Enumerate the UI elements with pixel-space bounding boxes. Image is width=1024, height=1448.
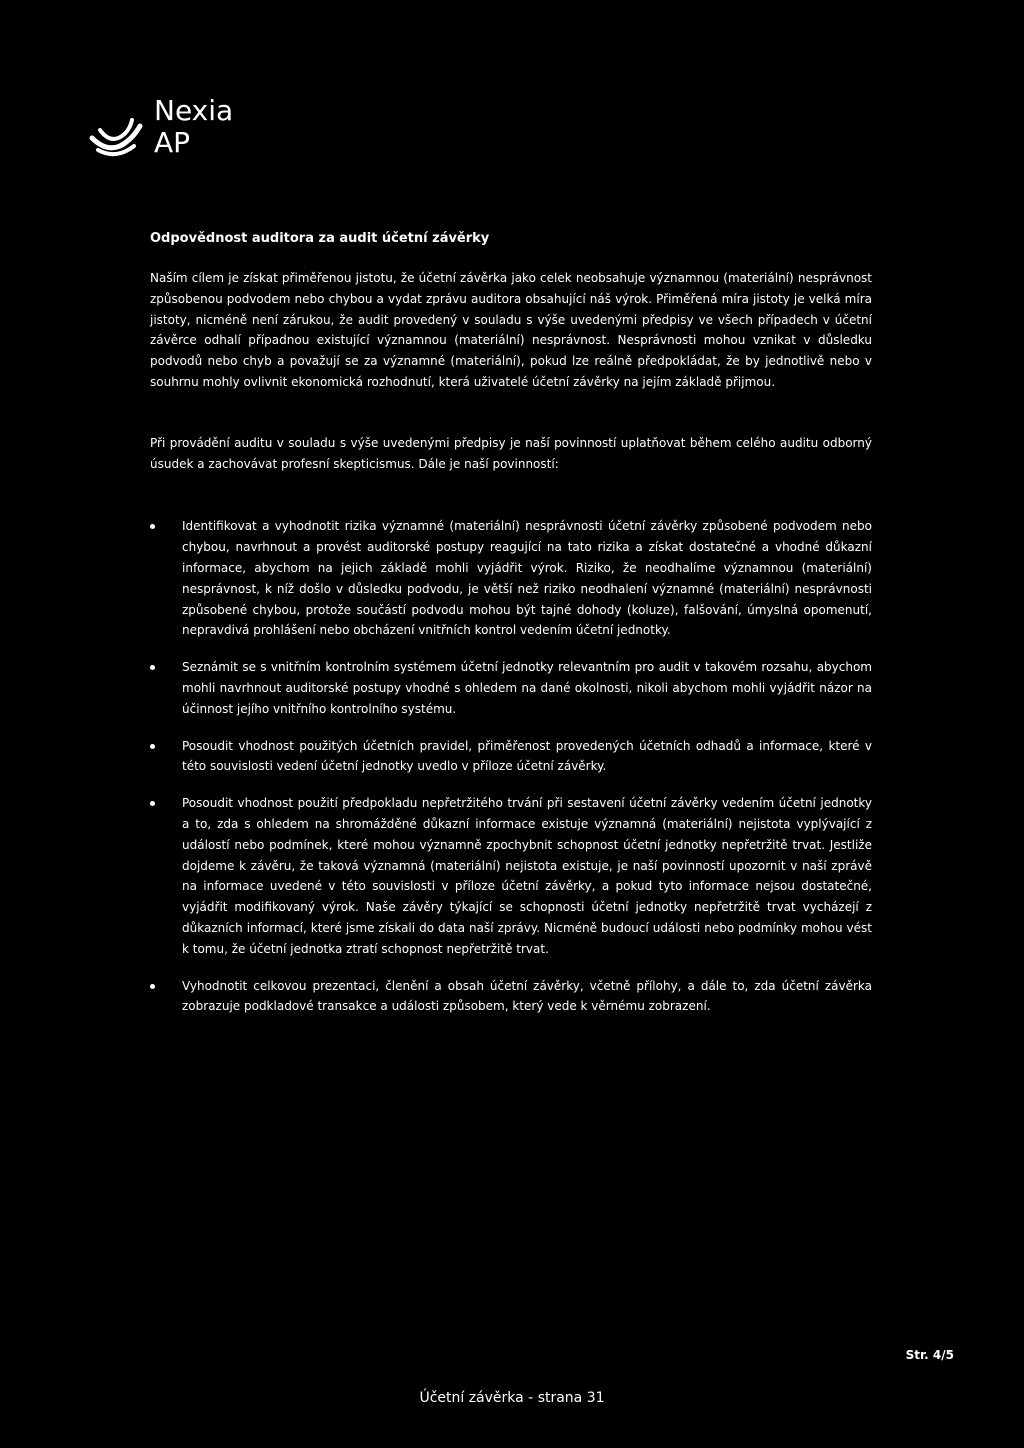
section-heading: Odpovědnost auditora za audit účetní závěrky xyxy=(150,231,490,246)
bullet-icon xyxy=(150,984,155,989)
nexia-swirl-icon xyxy=(88,116,152,160)
page-number: Str. 4/5 xyxy=(905,1348,954,1362)
bullet-icon xyxy=(150,665,155,670)
page-footer: Účetní závěrka - strana 31 xyxy=(419,1390,605,1406)
bullet-icon xyxy=(150,524,155,529)
bullet-icon xyxy=(150,744,155,749)
list-item xyxy=(150,793,872,959)
list-item-text: Vyhodnotit celkovou prezentaci, členění a obsah účetní závěrky, včetně přílohy, a dále to, zda účetní závěrka zobrazuje podkladové transakce a události způsobem, který vede k věrnému zobrazení. xyxy=(182,978,872,1014)
company-logo xyxy=(88,96,268,166)
list-item-text: Posoudit vhodnost použitých účetních pravidel, přiměřenost provedených účetních odhadů a informace, které v této souvislosti vedení účetní jednotky uvedlo v příloze účetní závěrky. xyxy=(182,738,872,774)
paragraph-objective: Naším cílem je získat přiměřenou jistotu, že účetní závěrka jako celek neobsahuje významnou (materiální) nesprávnost způsobenou podvodem nebo chybou a vydat zprávu auditora obsahující náš výrok. Přiměřená míra jistoty je velká míra jistoty, nicméně není zárukou, že audit provedený v souladu s výše uvedenými předpisy ve všech případech v účetní závěrce odhalí případnou existující významnou (materiální) nesprávnost. Nesprávnosti mohou vznikat v důsledku podvodů nebo chyb a považují se za významné (materiální), pokud lze reálně předpokládat, že by jednotlivě nebo v souhrnu mohly ovlivnit ekonomická rozhodnutí, která uživatelé účetní závěrky na jejím základě přijmou. xyxy=(150,271,872,389)
list-item xyxy=(150,516,872,641)
list-item xyxy=(150,657,872,719)
list-item-text: Posoudit vhodnost použití předpokladu nepřetržitého trvání při sestavení účetní závěrky vedením účetní jednotky a to, zda s ohledem na shromážděné důkazní informace existuje významná (materiální) nejistota vyplývající z událostí nebo podmínek, které mohou významně zpochybnit schopnost účetní jednotky nepřetržitě trvat. Jestliže dojdeme k závěru, že taková významná (materiální) nejistota existuje, je naší povinností upozornit v naší zprávě na informace uvedené v této souvislosti v příloze účetní závěrky, a pokud tyto informace nejsou dostatečné, vyjádřit modifikovaný výrok. Naše závěry týkající se schopnosti účetní jednotky nepřetržitě trvat vycházejí z důkazních informací, které jsme získali do data naší zprávy. Nicméně budoucí události nebo podmínky mohou vést k tomu, že účetní jednotka ztratí schopnost nepřetržitě trvat. xyxy=(182,796,872,956)
list-item-text: Identifikovat a vyhodnotit rizika významné (materiální) nesprávnosti účetní závěrky způsobené podvodem nebo chybou, navrhnout a provést auditorské postupy reagující na tato rizika a získat dostatečné a vhodné důkazní informace, abychom na jejich základě mohli vyjádřit výrok. Riziko, že neodhalíme významnou (materiální) nesprávnost, k níž došlo v důsledku podvodu, je větší než riziko neodhalení významné (materiální) nesprávnosti způsobené chybou, protože součástí podvodu mohou být tajné dohody (koluze), falšování, úmyslná opomenutí, nepravdivá prohlášení nebo obcházení vnitřních kontrol vedením účetní jednotky. xyxy=(182,519,872,638)
document-body xyxy=(150,230,872,1033)
logo-text-ap: AP xyxy=(154,126,191,159)
list-item-text: Seznámit se s vnitřním kontrolním systémem účetní jednotky relevantním pro audit v takovém rozsahu, abychom mohli navrhnout auditorské postupy vhodné s ohledem na dané okolnosti, nikoli abychom mohli vyjádřit názor na účinnost jejího vnitřního kontrolního systému. xyxy=(182,660,872,716)
paragraph-duties-intro: Při provádění auditu v souladu s výše uvedenými předpisy je naší povinností uplatňovat během celého auditu odborný úsudek a zachovávat profesní skepticismus. Dále je naší povinností: xyxy=(150,435,872,471)
logo-text-nexia: Nexia xyxy=(154,94,234,127)
list-item xyxy=(150,976,872,1018)
list-item xyxy=(150,736,872,778)
bullet-icon xyxy=(150,801,155,806)
duties-list xyxy=(150,516,872,1017)
